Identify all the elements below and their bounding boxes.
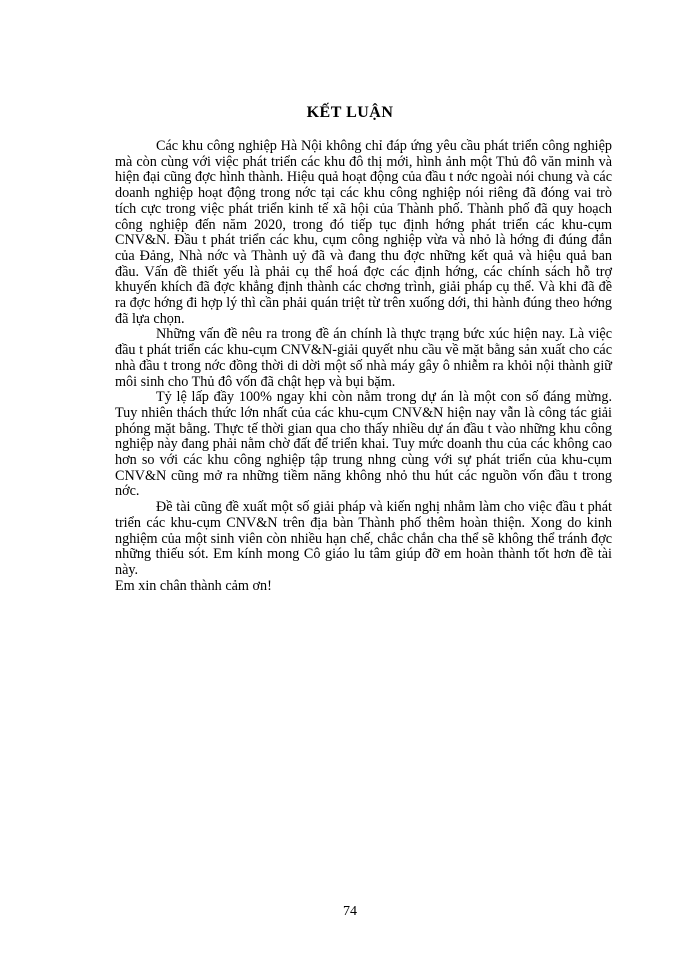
paragraph-1: Các khu công nghiệp Hà Nội không chỉ đáp ứng yêu cầu phát triển công nghiệp mà còn cùng với việc phát triển các khu đô thị mới, hình ảnh một Thủ đô văn minh và hiện đại cũng đợc hình thành. Hiệu quả hoạt động của đầu t nớc ngoài nói chung và các doanh nghiệp hoạt động trong nớc tại các khu công nghiệp nói riêng đã đóng vai trò tích cực trong việc phát triển kinh tế xã hội của Thành phố. Thành phố đã quy hoạch công nghiệp đến năm 2020, trong đó tiếp tục định hớng phát triển các khu-cụm CNV&N. Đầu t phát triển các khu, cụm công nghiệp vừa và nhỏ là hớng đi đúng đắn của Đảng, Nhà nớc và Thành uỷ đã và đang thu đợc những kết quả và hiệu quả ban đầu. Vấn đề thiết yếu là phải cụ thể hoá đợc các định hớng, các chính sách hỗ trợ khuyến khích đã đợc khẳng định thành các chơng trình, giải pháp cụ thể. Và khi đã đề ra đợc hớng đi hợp lý thì cần phải quán triệt từ trên xuống dới, thi hành đúng theo hớng đã lựa chọn. (115, 138, 612, 327)
page-number: 74 (343, 904, 357, 919)
paragraph-2: Những vấn đề nêu ra trong đề án chính là thực trạng bức xúc hiện nay. Là việc đầu t phát triển các khu-cụm CNV&N-giải quyết nhu cầu về mặt bằng sản xuất cho các nhà đầu t trong nớc đồng thời di dời một số nhà máy gây ô nhiễm ra khỏi nội thành giữ môi sinh cho Thủ đô vốn đã chật hẹp và bụi bặm. (115, 326, 612, 390)
body-text (115, 139, 612, 594)
paragraph-3: Tỷ lệ lấp đầy 100% ngay khi còn nằm trong dự án là một con số đáng mừng. Tuy nhiên thách thức lớn nhất của các khu-cụm CNV&N hiện nay vẫn là công tác giải phóng mặt bằng. Thực tế thời gian qua cho thấy nhiều dự án đầu t vào những khu công nghiệp này đang phải nằm chờ đất để triển khai. Tuy mức doanh thu của các không cao hơn so với các khu công nghiệp tập trung nhng cùng với sự phát triển của khu-cụm CNV&N cũng mở ra những tiềm năng không nhỏ thu hút các nguồn vốn đầu t trong nớc. (115, 389, 612, 500)
page-title: KẾT LUẬN (306, 104, 394, 121)
closing-line: Em xin chân thành cảm ơn! (115, 577, 272, 594)
paragraph-4: Đề tài cũng đề xuất một số giải pháp và kiến nghị nhằm làm cho việc đầu t phát triển các khu-cụm CNV&N trên địa bàn Thành phố thêm hoàn thiện. Xong do kinh nghiệm của một sinh viên còn nhiều hạn chế, chắc chắn cha thể sẽ không thể tránh đợc những thiếu sót. Em kính mong Cô giáo lu tâm giúp đỡ em hoàn thành tốt hơn đề tài này. (115, 499, 612, 578)
